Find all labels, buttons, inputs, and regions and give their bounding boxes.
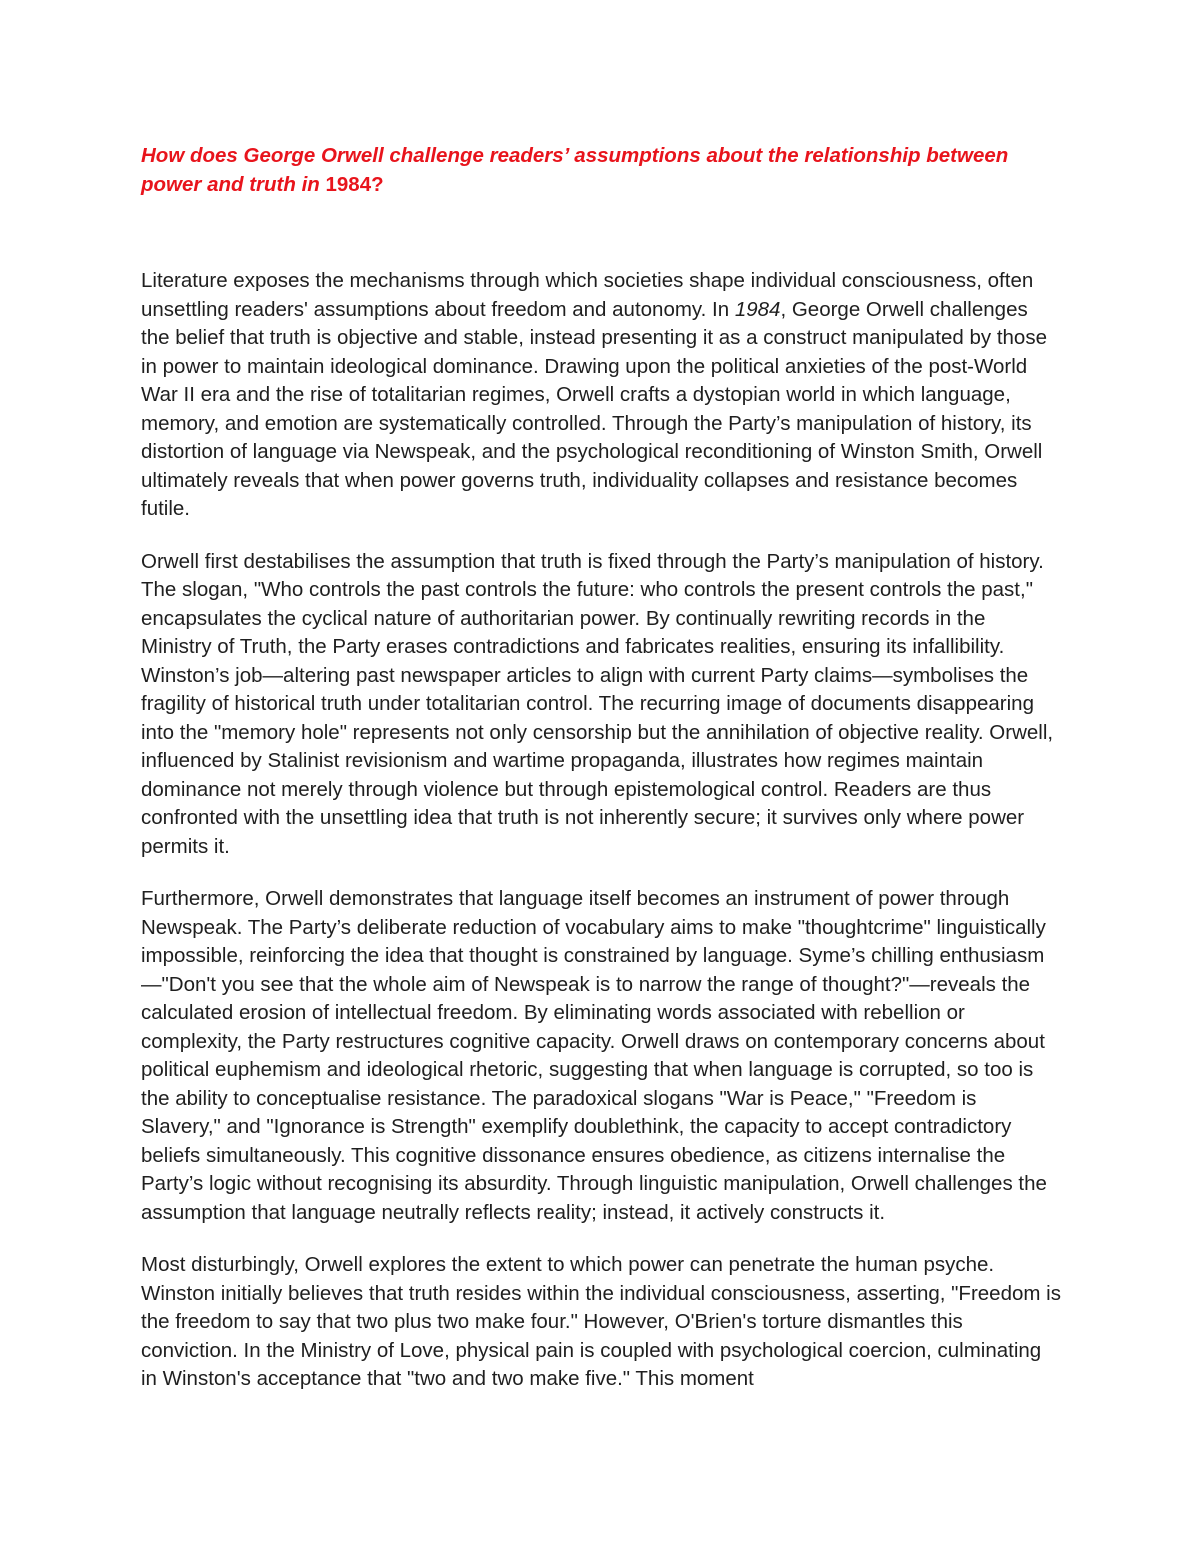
paragraph-psyche: Most disturbingly, Orwell explores the extent to which power can penetrate the human psyche. Winston initially believes that truth resides within the individual consciousness, asserting, "Freedom is the freedom to say that two plus two make four." However, O'Brien's torture dismantles this conviction. In the Ministry of Love, physical pain is coupled with psychological coercion, culminating in Winston's acceptance that "two and two make five." This moment (141, 1253, 1061, 1390)
paragraph-1-part-a: Literature exposes the mechanisms through which societies shape individual consciousness, often unsettling readers' assumptions about freedom and autonomy. In (141, 269, 1034, 321)
essay-question (141, 142, 1061, 199)
essay-question-year: 1984? (325, 172, 384, 196)
paragraph-1-part-b: , George Orwell challenges the belief that truth is objective and stable, instead presenting it as a construct manipulated by those in power to maintain ideological dominance. Drawing upon the political anxieties of the post-World War II era and the rise of totalitarian regimes, Orwell crafts a dystopian world in which language, memory, and emotion are systematically controlled. Through the Party’s manipulation of history, its distortion of language via Newspeak, and the psychological reconditioning of Winston Smith, Orwell ultimately reveals that when power governs truth, individuality collapses and resistance becomes futile. (141, 297, 1047, 520)
novel-title: 1984 (734, 297, 781, 321)
essay-question-text: How does George Orwell challenge readers’ assumptions about the relationship between power and truth in (141, 144, 1009, 196)
paragraph-introduction (141, 267, 1061, 524)
document-body (141, 142, 1061, 1418)
paragraph-history: Orwell first destabilises the assumption that truth is fixed through the Party’s manipulation of history. The slogan, "Who controls the past controls the future: who controls the present controls the past," encapsulates the cyclical nature of authoritarian power. By continually rewriting records in the Ministry of Truth, the Party erases contradictions and fabricates realities, ensuring its infallibility. Winston’s job—altering past newspaper articles to align with current Party claims—symbolises the fragility of historical truth under totalitarian control. The recurring image of documents disappearing into the "memory hole" represents not only censorship but the annihilation of objective reality. Orwell, influenced by Stalinist revisionism and wartime propaganda, illustrates how regimes maintain dominance not merely through violence but through epistemological control. Readers are thus confronted with the unsettling idea that truth is not inherently secure; it survives only where power permits it. (141, 549, 1054, 858)
paragraph-language: Furthermore, Orwell demonstrates that language itself becomes an instrument of power through Newspeak. The Party’s deliberate reduction of vocabulary aims to make "thoughtcrime" linguistically impossible, reinforcing the idea that thought is constrained by language. Syme’s chilling enthusiasm—"Don't you see that the whole aim of Newspeak is to narrow the range of thought?"—reveals the calculated erosion of intellectual freedom. By eliminating words associated with rebellion or complexity, the Party restructures cognitive capacity. Orwell draws on contemporary concerns about political euphemism and ideological rhetoric, suggesting that when language is corrupted, so too is the ability to conceptualise resistance. The paradoxical slogans "War is Peace," "Freedom is Slavery," and "Ignorance is Strength" exemplify doublethink, the capacity to accept contradictory beliefs simultaneously. This cognitive dissonance ensures obedience, as citizens internalise the Party’s logic without recognising its absurdity. Through linguistic manipulation, Orwell challenges the assumption that language neutrally reflects reality; instead, it actively constructs it. (141, 887, 1047, 1224)
